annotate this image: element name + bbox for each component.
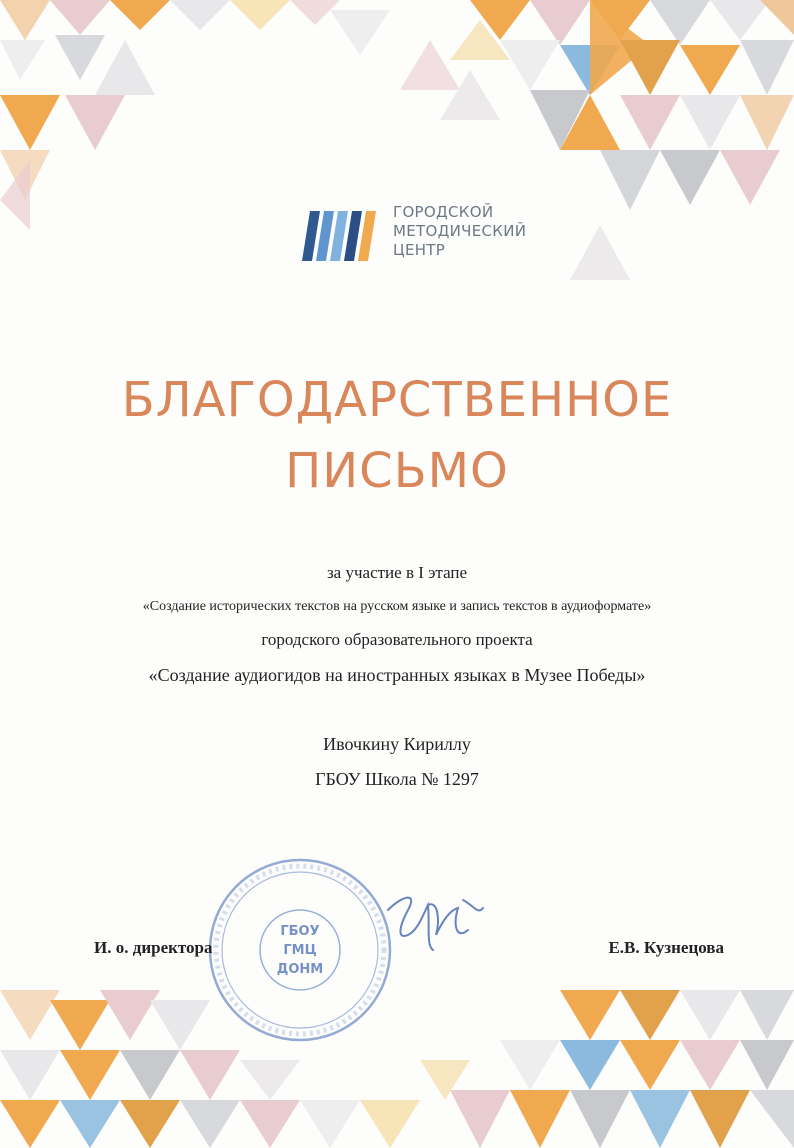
organization-logo bbox=[300, 203, 530, 263]
body-line-4: «Создание аудиогидов на иностранных языках в Музее Победы» bbox=[148, 665, 646, 685]
recipient-school: ГБОУ Школа № 1297 bbox=[315, 769, 479, 789]
logo-line-2: МЕТОДИЧЕСКИЙ bbox=[393, 222, 527, 240]
logo-line-1: ГОРОДСКОЙ bbox=[393, 203, 494, 221]
body-line-2: «Создание исторических текстов на русском языке и запись текстов в аудиоформате» bbox=[142, 599, 652, 614]
stamp-line-1: ГБОУ bbox=[280, 924, 320, 939]
logo-mark-icon bbox=[300, 203, 385, 263]
title-line-2: ПИСЬМО bbox=[285, 443, 509, 499]
logo-text bbox=[393, 203, 526, 260]
official-stamp bbox=[205, 855, 395, 1045]
logo-line-3: ЦЕНТР bbox=[393, 241, 446, 259]
signature-name: Е.В. Кузнецова bbox=[608, 938, 724, 957]
body-line-3: городского образовательного проекта bbox=[261, 630, 533, 649]
title-line-1: БЛАГОДАРСТВЕННОЕ bbox=[121, 372, 673, 428]
handwritten-signature bbox=[378, 880, 488, 960]
stamp-line-3: ДОНМ bbox=[276, 962, 324, 977]
stamp-line-2: ГМЦ bbox=[283, 943, 317, 958]
body-line-1: за участие в I этапе bbox=[326, 563, 468, 582]
signature-position: И. о. директора bbox=[94, 938, 213, 957]
recipient-name: Ивочкину Кириллу bbox=[323, 734, 471, 754]
